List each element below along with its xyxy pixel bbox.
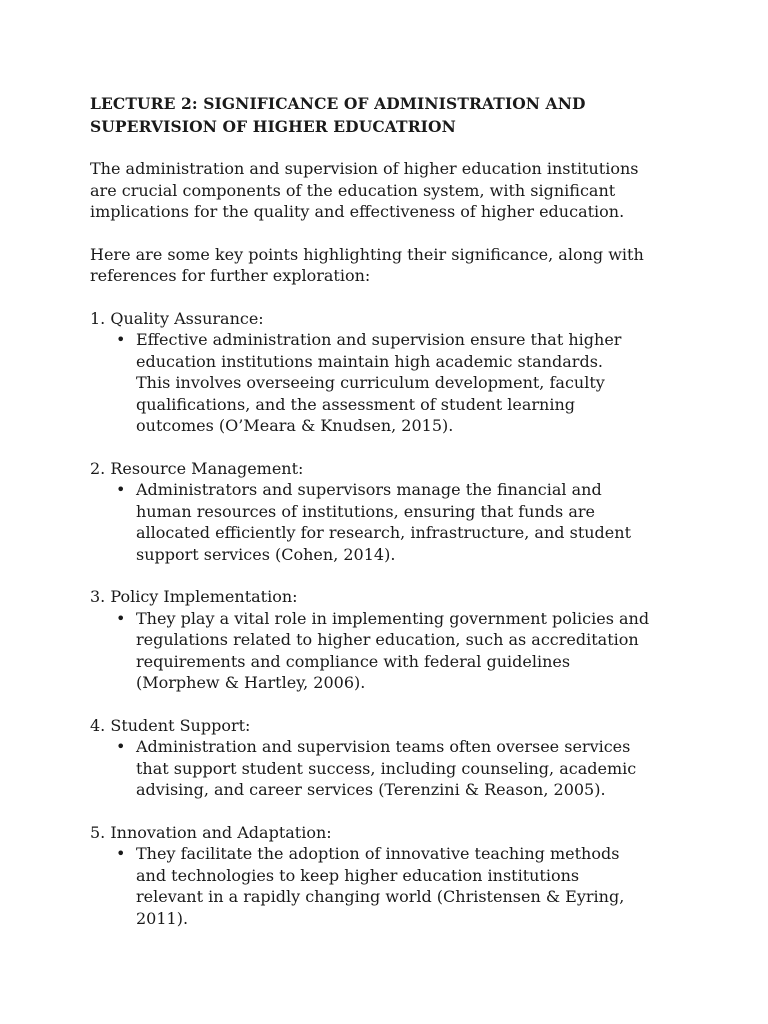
text-line: qualifications, and the assessment of student learning bbox=[136, 394, 575, 414]
bullet-icon: • bbox=[116, 608, 126, 628]
section-innovation-adaptation bbox=[90, 822, 688, 930]
text-line: Here are some key points highlighting their significance, along with bbox=[90, 244, 644, 264]
section-heading: 5. Innovation and Adaptation: bbox=[90, 822, 332, 842]
text-line: Administration and supervision teams often oversee services bbox=[136, 737, 631, 756]
text-line: Effective administration and supervision ensure that higher bbox=[136, 330, 622, 349]
bullet-icon: • bbox=[116, 330, 126, 349]
text-line: human resources of institutions, ensuring that funds are bbox=[136, 501, 595, 521]
text-line: outcomes (O’Meara & Knudsen, 2015). bbox=[136, 416, 454, 435]
section-resource-management bbox=[90, 458, 688, 566]
bullet-item bbox=[90, 843, 688, 929]
lecture-title bbox=[90, 92, 688, 138]
text-line: are crucial components of the education system, with significant bbox=[90, 180, 616, 200]
text-line: advising, and career services (Terenzini & Reason, 2005). bbox=[136, 780, 606, 799]
text-line: They facilitate the adoption of innovative teaching methods bbox=[136, 844, 620, 863]
text-line: (Morphew & Hartley, 2006). bbox=[136, 673, 366, 692]
bullet-icon: • bbox=[116, 737, 126, 756]
text-line: support services (Cohen, 2014). bbox=[136, 544, 396, 564]
text-line: implications for the quality and effectiveness of higher education. bbox=[90, 202, 625, 221]
text-line: This involves overseeing curriculum development, faculty bbox=[136, 373, 605, 392]
text-line: education institutions maintain high academic standards. bbox=[136, 351, 603, 371]
intro-paragraph bbox=[90, 158, 688, 223]
section-quality-assurance bbox=[90, 308, 688, 437]
bullet-item bbox=[90, 329, 688, 437]
bullet-item bbox=[90, 736, 688, 801]
section-heading: 4. Student Support: bbox=[90, 715, 251, 735]
section-student-support bbox=[90, 715, 688, 801]
section-heading: 1. Quality Assurance: bbox=[90, 308, 264, 328]
bullet-item bbox=[90, 608, 688, 694]
text-line: allocated efficiently for research, infrastructure, and student bbox=[136, 523, 631, 542]
text-line: relevant in a rapidly changing world (Christensen & Eyring, bbox=[136, 887, 625, 906]
section-heading: 2. Resource Management: bbox=[90, 458, 304, 478]
text-line: The administration and supervision of higher education institutions bbox=[90, 159, 639, 178]
text-line: and technologies to keep higher education institutions bbox=[136, 865, 580, 885]
title-line: LECTURE 2: SIGNIFICANCE OF ADMINISTRATION AND bbox=[90, 94, 586, 113]
text-line: requirements and compliance with federal guidelines bbox=[136, 651, 571, 671]
title-line: SUPERVISION OF HIGHER EDUCATRION bbox=[90, 117, 456, 136]
section-heading: 3. Policy Implementation: bbox=[90, 587, 298, 606]
lead-paragraph bbox=[90, 244, 688, 287]
text-line: references for further exploration: bbox=[90, 266, 371, 285]
text-line: that support student success, including counseling, academic bbox=[136, 758, 637, 778]
bullet-icon: • bbox=[116, 480, 126, 499]
text-line: They play a vital role in implementing government policies and bbox=[136, 608, 650, 628]
section-policy-implementation bbox=[90, 586, 688, 694]
text-line: regulations related to higher education, such as accreditation bbox=[136, 630, 639, 649]
text-line: Administrators and supervisors manage the financial and bbox=[136, 480, 602, 499]
text-line: 2011). bbox=[136, 908, 189, 928]
bullet-item bbox=[90, 479, 688, 565]
bullet-icon: • bbox=[116, 844, 126, 863]
